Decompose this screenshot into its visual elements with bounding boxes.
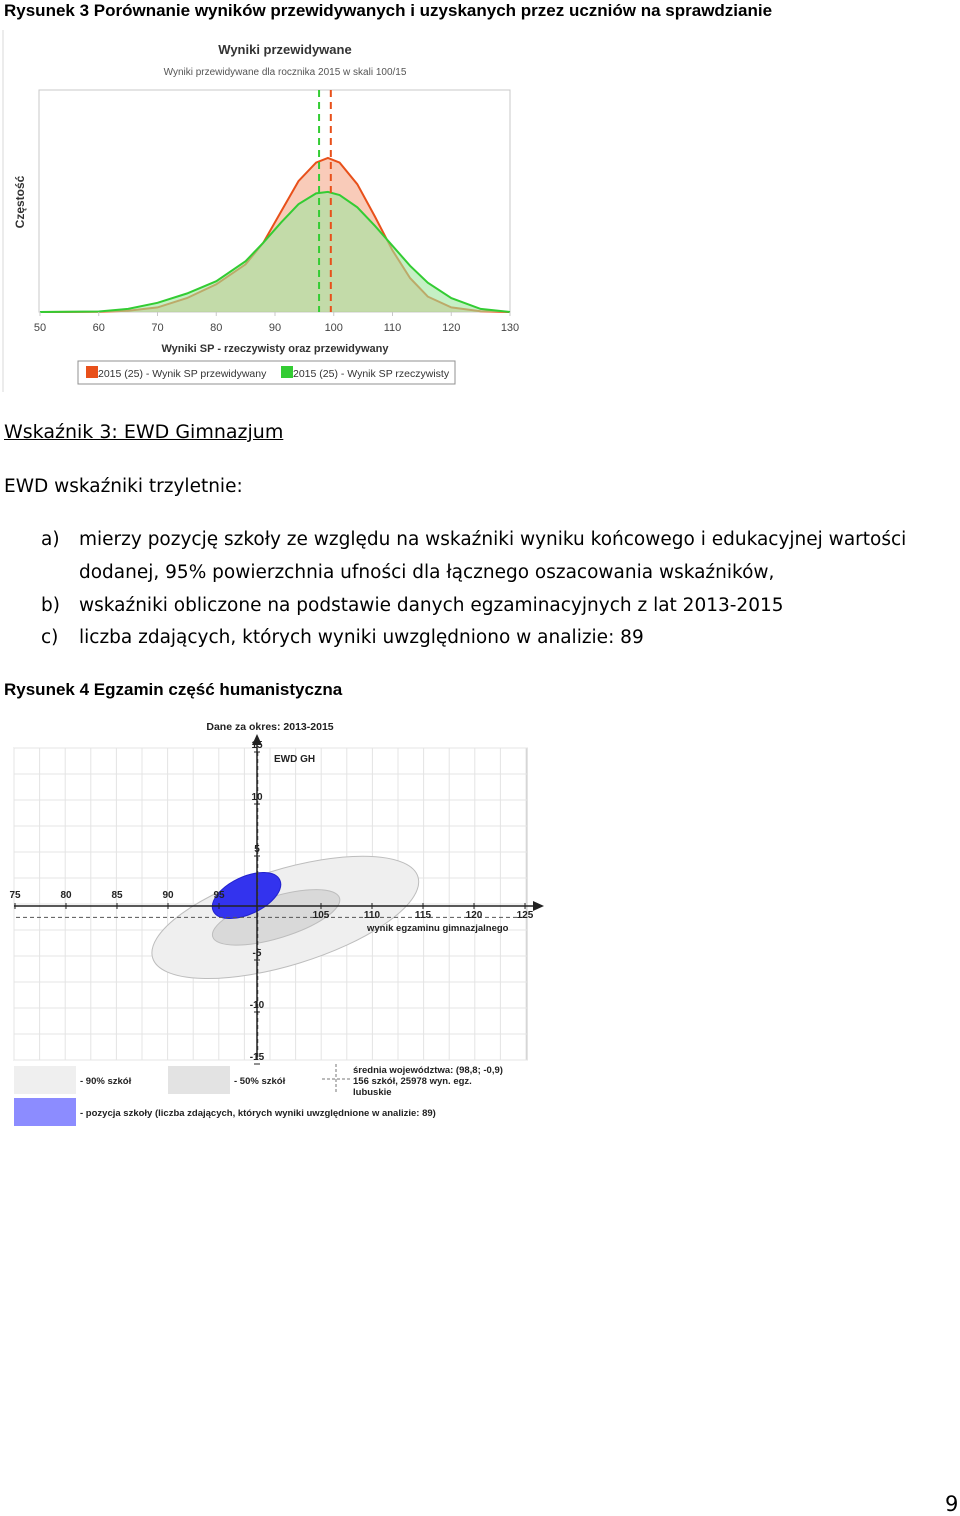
legend-label-90: - 90% szkół <box>80 1076 132 1087</box>
chart-title: Wyniki przewidywane <box>218 42 352 57</box>
legend-label-school: - pozycja szkoły (liczba zdających, których wyniki uwzględnione w analizie: 89) <box>80 1108 436 1119</box>
x-tick-label: 80 <box>210 322 223 334</box>
x-tick-label-2: 90 <box>162 890 174 901</box>
chart-subtitle: Wyniki przewidywane dla rocznika 2015 w skali 100/15 <box>163 67 407 78</box>
x-tick-label-2: 95 <box>213 890 225 901</box>
page-number: 9 <box>945 1492 959 1516</box>
y-tick-label: 10 <box>251 792 263 803</box>
legend-swatch-actual <box>281 366 293 378</box>
x-tick-label: 120 <box>442 322 461 334</box>
list-marker-c: c) <box>41 627 59 648</box>
legend-swatch-50 <box>168 1066 230 1094</box>
list-marker-b: b) <box>41 595 60 616</box>
x-tick-label: 130 <box>500 322 520 334</box>
x-tick-label-2: 115 <box>414 910 432 921</box>
y-tick-label: -10 <box>249 1000 265 1011</box>
chart-legend <box>78 361 455 384</box>
y-tick-label: -15 <box>249 1052 265 1063</box>
legend-reference-line-1: średnia województwa: (98,8; -0,9) <box>353 1065 503 1076</box>
x-tick-label-2: 110 <box>363 910 381 921</box>
y-tick-label: 5 <box>254 844 260 855</box>
x-tick-label-2: 75 <box>9 890 21 901</box>
legend-swatch-predicted <box>86 366 98 378</box>
legend-swatch-90 <box>14 1066 76 1094</box>
x-tick-label: 110 <box>383 322 402 334</box>
figure-3-caption: Rysunek 3 Porównanie wyników przewidywanych i uzyskanych przez uczniów na sprawdzianie <box>4 1 773 20</box>
x-tick-label: 70 <box>151 322 164 334</box>
legend-label-actual: 2015 (25) - Wynik SP rzeczywisty <box>293 368 450 380</box>
list-item-a-line-2: dodanej, 95% powierzchnia ufności dla łącznego oszacowania wskaźników, <box>79 562 775 583</box>
chart-2-legend <box>14 1064 503 1126</box>
x-tick-label-2: 85 <box>111 890 123 901</box>
legend-label-50: - 50% szkół <box>234 1076 286 1087</box>
y-axis-label: Częstość <box>13 175 27 229</box>
section-heading[interactable]: Wskaźnik 3: EWD Gimnazjum <box>4 421 284 443</box>
x-axis-label: Wyniki SP - rzeczywisty oraz przewidywany <box>161 343 389 355</box>
x-tick-label: 100 <box>324 322 343 334</box>
x-tick-label: 50 <box>33 322 47 334</box>
legend-label-predicted: 2015 (25) - Wynik SP przewidywany <box>98 368 267 380</box>
x-axis-arrow-icon <box>533 901 544 911</box>
list-item-c: liczba zdających, których wyniki uwzględniono w analizie: 89 <box>79 627 644 648</box>
y-tick-label: 15 <box>251 740 263 751</box>
figure-4-caption: Rysunek 4 Egzamin część humanistyczna <box>4 680 343 699</box>
legend-reference-line-3: lubuskie <box>353 1087 392 1098</box>
x-tick-label: 90 <box>268 322 282 334</box>
x-tick-label-2: 120 <box>465 910 483 921</box>
x-tick-label-2: 125 <box>516 910 534 921</box>
list-marker-a: a) <box>41 529 60 550</box>
legend-swatch-school <box>14 1098 76 1126</box>
legend-reference-line-2: 156 szkół, 25978 wyn. egz. <box>353 1076 472 1087</box>
x-tick-label-2: 80 <box>60 890 72 901</box>
legend-crosshair-icon <box>322 1064 350 1094</box>
x-axis-label-exam: wynik egzaminu gimnazjalnego <box>367 923 509 934</box>
x-tick-label: 60 <box>92 322 105 334</box>
predicted-results-chart <box>2 30 532 395</box>
section-intro: EWD wskaźniki trzyletnie: <box>4 476 243 497</box>
y-axis-label-ewd: EWD GH <box>274 754 316 765</box>
ewd-scatter-chart <box>0 712 560 1137</box>
chart-2-title: Dane za okres: 2013-2015 <box>206 721 334 733</box>
x-tick-label-2: 105 <box>312 910 330 921</box>
list-item-b: wskaźniki obliczone na podstawie danych egzaminacyjnych z lat 2013-2015 <box>79 595 784 616</box>
y-tick-label: -5 <box>252 948 262 959</box>
list-item-a-line-1: mierzy pozycję szkoły ze względu na wskaźniki wyniku końcowego i edukacyjnej wartości <box>79 529 907 550</box>
